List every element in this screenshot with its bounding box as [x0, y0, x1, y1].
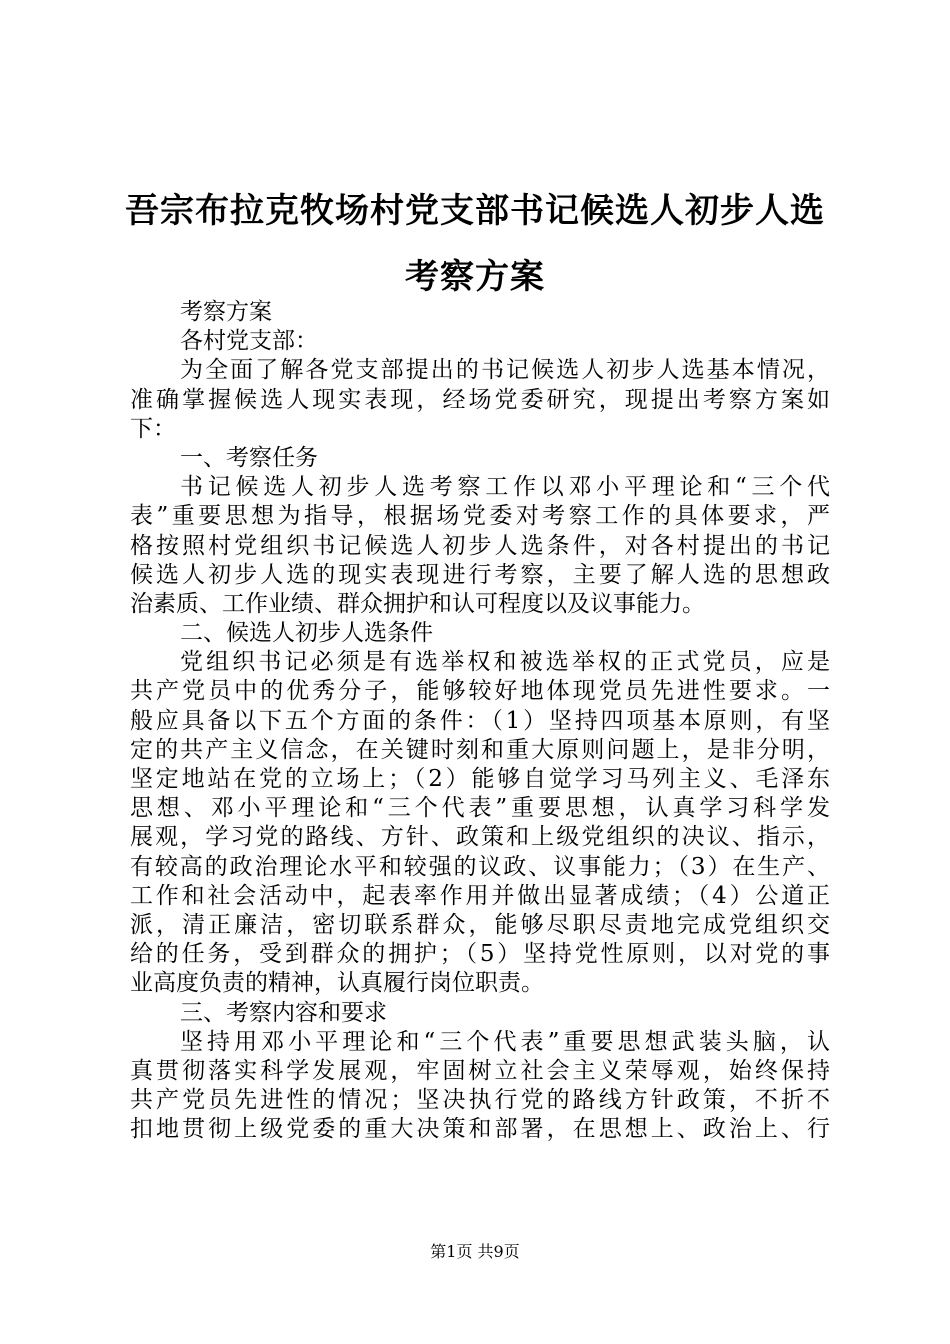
document-title — [120, 178, 830, 310]
page-number: 第1页 共9页 — [430, 1242, 520, 1261]
body-line: 候选人初步人选的现实表现进行考察，主要了解人选的思想政 — [130, 561, 830, 588]
body-line: 工作和社会活动中，起表率作用并做出显著成绩；（4）公道正 — [130, 882, 830, 909]
document-body — [130, 298, 830, 1144]
body-line: 考察方案 — [180, 299, 272, 325]
body-line: 书记候选人初步人选考察工作以邓小平理论和“三个代 — [180, 474, 830, 501]
body-line: 真贯彻落实科学发展观，牢固树立社会主义荣辱观，始终保持 — [130, 1057, 830, 1084]
section-heading: 三、考察内容和要求 — [180, 999, 387, 1026]
body-line: 共产党员中的优秀分子，能够较好地体现党员先进性要求。一 — [130, 678, 830, 705]
body-line: 治素质、工作业绩、群众拥护和认可程度以及议事能力。 — [130, 590, 705, 617]
section-heading: 二、候选人初步人选条件 — [180, 620, 433, 647]
body-line: 扣地贯彻上级党委的重大决策和部署，在思想上、政治上、行 — [130, 1116, 830, 1143]
title-line-2: 考察方案 — [405, 257, 545, 297]
body-line: 思想、邓小平理论和“三个代表”重要思想，认真学习科学发 — [130, 795, 830, 822]
body-line: 准确掌握候选人现实表现，经场党委研究，现提出考察方案如 — [130, 386, 830, 413]
body-line: 各村党支部： — [180, 328, 318, 355]
body-line: 为全面了解各党支部提出的书记候选人初步人选基本情况， — [180, 357, 830, 384]
title-line-1: 吾宗布拉克牧场村党支部书记候选人初步人选 — [125, 191, 825, 231]
body-line: 展观，学习党的路线、方针、政策和上级党组织的决议、指示， — [130, 824, 830, 851]
section-heading: 一、考察任务 — [180, 444, 318, 471]
body-line: 格按照村党组织书记候选人初步人选条件，对各村提出的书记 — [130, 532, 830, 559]
body-line: 给的任务，受到群众的拥护；（5）坚持党性原则，以对党的事 — [130, 941, 830, 968]
body-line: 定的共产主义信念，在关键时刻和重大原则问题上，是非分明， — [130, 736, 830, 763]
body-line: 党组织书记必须是有选举权和被选举权的正式党员，应是 — [180, 649, 830, 676]
page-footer — [0, 1242, 950, 1262]
body-line: 业高度负责的精神，认真履行岗位职责。 — [130, 970, 544, 997]
body-line: 派，清正廉洁，密切联系群众，能够尽职尽责地完成党组织交 — [130, 911, 830, 938]
body-line: 坚定地站在党的立场上；（2）能够自觉学习马列主义、毛泽东 — [130, 766, 830, 792]
body-line: 共产党员先进性的情况；坚决执行党的路线方针政策，不折不 — [130, 1087, 830, 1114]
body-line: 有较高的政治理论水平和较强的议政、议事能力；（3）在生产、 — [130, 853, 830, 880]
body-line: 般应具备以下五个方面的条件：（1）坚持四项基本原则，有坚 — [130, 707, 830, 734]
body-line: 下： — [130, 415, 176, 442]
body-line: 坚持用邓小平理论和“三个代表”重要思想武装头脑，认 — [180, 1028, 830, 1055]
body-line: 表”重要思想为指导，根据场党委对考察工作的具体要求，严 — [130, 503, 830, 530]
